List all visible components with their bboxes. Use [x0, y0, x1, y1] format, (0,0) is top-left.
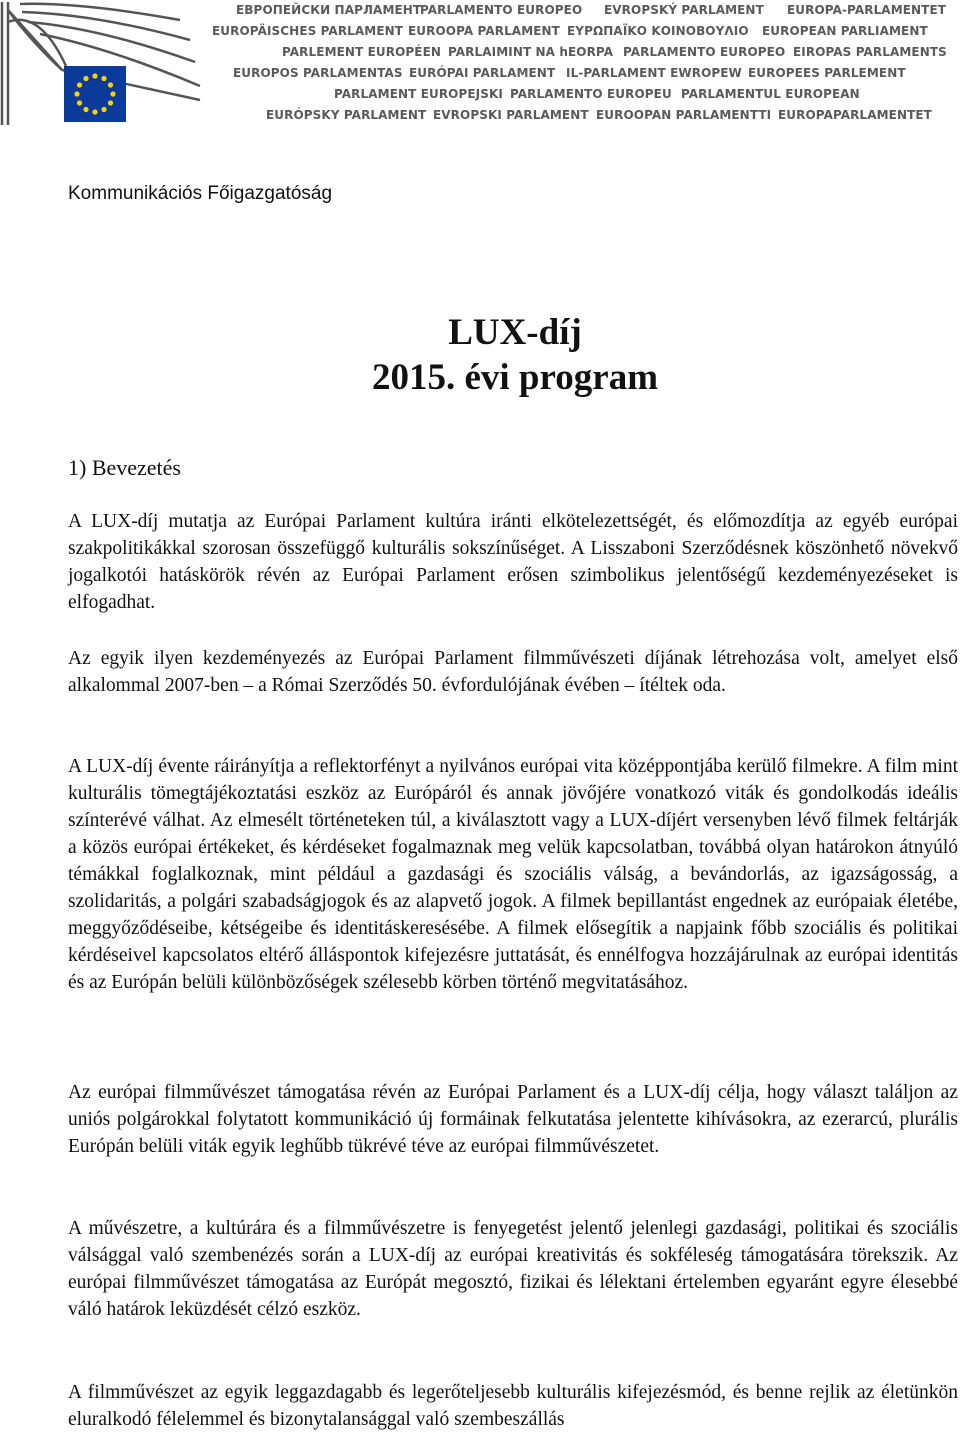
parliament-name: PARLAMENTO EUROPEU — [510, 87, 672, 101]
parliament-name: EUROPAPARLAMENTET — [778, 108, 932, 122]
parliament-name: PARLAMENTUL EUROPEAN — [681, 87, 860, 101]
parliament-name: EUROPOS PARLAMENTAS — [233, 66, 403, 80]
paragraph: Az európai filmművészet támogatása révén az Európai Parlament és a LUX-díj célja, hogy választ találjon az uniós polgárokkal folytatott kommunikáció új formáinak felkutatása jelentette kihívásokra, az ezerarcú, plurális Európán belüli viták egyik leghűbb tükrévé téve az európai filmművészetet. — [68, 1082, 958, 1157]
parliament-name: EUROPÄISCHES PARLAMENT — [212, 24, 404, 38]
parliament-name: PARLAIMINT NA hEORPA — [448, 45, 614, 59]
paragraph: A művészetre, a kultúrára és a filmművészetre is fenyegetést jelentő jelenlegi gazdasági, politikai és szociális válsággal való szembenézés során a LUX-díj az európai kreativitás és sokféleség támogatására törekszik. Az európai filmművészet támogatása az Európát megosztó, fizikai és lélektani értelemben egyaránt egyre élesebbé váló határok leküzdését célzó eszköz. — [68, 1218, 958, 1320]
parliament-name: EUROOPAN PARLAMENTTI — [596, 108, 772, 122]
document-title: LUX-díj — [448, 312, 582, 353]
header — [0, 0, 960, 130]
paragraph: A filmművészet az egyik leggazdagabb és legerőteljesebb kulturális kifejezésmód, és benne rejlik az életünkön eluralkodó félelemmel és bizonytalansággal való szembeszállás — [68, 1382, 958, 1430]
parliament-name: EIROPAS PARLAMENTS — [793, 45, 947, 59]
parliament-name: EURÓPSKY PARLAMENT — [266, 108, 427, 122]
parliament-name: EURÓPAI PARLAMENT — [409, 66, 556, 80]
parliament-name: EUROPEAN PARLIAMENT — [762, 24, 928, 38]
parliament-names — [0, 0, 960, 130]
parliament-name: ЕВРОПЕЙСКИ ПАРЛАМЕНТ — [236, 3, 422, 17]
parliament-name: PARLAMENTO EUROPEO — [623, 45, 786, 59]
parliament-name: PARLAMENT EUROPEJSKI — [334, 87, 503, 101]
parliament-name: PARLEMENT EUROPÉEN — [282, 45, 442, 59]
section-heading: 1) Bevezetés — [68, 455, 181, 480]
parliament-name: EVROPSKI PARLAMENT — [433, 108, 589, 122]
parliament-name: EUROPEES PARLEMENT — [748, 66, 906, 80]
paragraph: A LUX-díj mutatja az Európai Parlament kultúra iránti elkötelezettségét, és előmozdítja az egyéb európai szakpolitikákkal szorosan összefüggő kulturális sokszínűséget. A Lisszaboni Szerződésnek köszönhető növekvő jogalkotói hatáskörök révén az Európai Parlament erősen szimbolikus jelentőségű kezdeményezéseket is elfogadhat. — [68, 511, 958, 613]
parliament-name: PARLAMENTO EUROPEO — [420, 3, 583, 17]
parliament-name: EVROPSKÝ PARLAMENT — [604, 3, 764, 17]
document-subtitle: 2015. évi program — [371, 357, 659, 398]
paragraph: A LUX-díj évente ráirányítja a reflektorfényt a nyilvános európai vita középpontjába kerülő filmekre. A film mint kulturális tömegtájékoztatási eszköz az Európáról és annak jövőjére vonatkozó viták és gondolkodás ideális színterévé válhat. Az elmesélt történeteken túl, a kiválasztott vagy a LUX-díjért versenyben lévő filmek feltárják a közös európai értékeket, és kérdéseket fogalmaznak meg velük kapcsolatban, továbbá olyan határokon átnyúló témákkal foglalkoznak, mint például a gazdasági és szociális válság, a bevándorlás, az igazságosság, a szolidaritás, a polgári szabadságjogok és az alapvető jogok. A filmek bepillantást engednek az európaiak életébe, meggyőződéseibe, kétségeibe és identitáskeresésébe. A filmek elősegítik a napjaink főbb szociális és politikai kérdéseivel kapcsolatos eltérő álláspontok kifejezésre juttatását, és ennélfogva hozzájárulnak az európai identitás és az Európán belüli különbözőségek szélesebb körben történő megvitatásához. — [68, 756, 958, 993]
department-name: Kommunikációs Főigazgatóság — [68, 183, 333, 204]
parliament-name: IL-PARLAMENT EWROPEW — [566, 66, 742, 80]
paragraph: Az egyik ilyen kezdeményezés az Európai Parlament filmművészeti díjának létrehozása volt, amelyet első alkalommal 2007-ben – a Római Szerződés 50. évfordulójának évében – ítéltek oda. — [68, 648, 958, 696]
parliament-name: ΕΥΡΩΠΑΪΚΟ ΚΟΙΝΟΒΟΥΛΙΟ — [567, 24, 749, 38]
parliament-name: EUROOPA PARLAMENT — [408, 24, 560, 38]
parliament-name: EUROPA-PARLAMENTET — [787, 3, 947, 17]
